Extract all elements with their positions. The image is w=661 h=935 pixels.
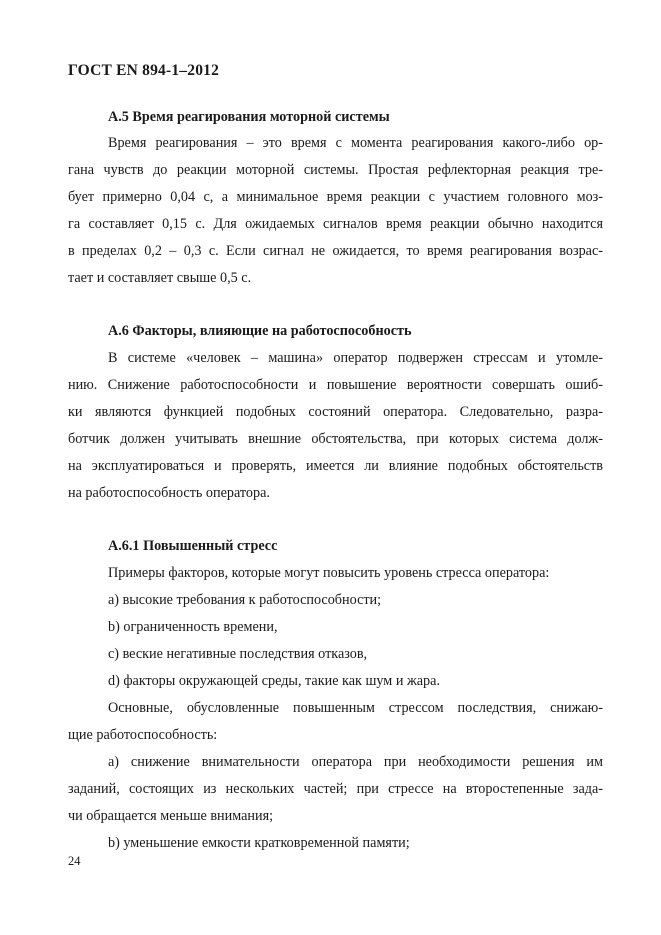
list-item: а) высокие требования к работоспособности; bbox=[108, 592, 382, 608]
paragraph-line: гана чувств до реакции моторной системы. Простая рефлекторная реакция тре- bbox=[68, 162, 603, 178]
paragraph-line: Основные, обусловленные повышенным стрессом последствия, снижаю- bbox=[108, 700, 603, 716]
paragraph-line: Время реагирования – это время с момента реагирования какого-либо ор- bbox=[108, 135, 603, 151]
section-a61-heading: А.6.1 Повышенный стресс bbox=[108, 538, 278, 554]
paragraph-line: щие работоспособность: bbox=[68, 727, 218, 743]
page-number: 24 bbox=[68, 854, 81, 868]
list-item: а) снижение внимательности оператора при необходимости решения им bbox=[108, 754, 603, 770]
paragraph-line: на работоспособность оператора. bbox=[68, 485, 270, 501]
list-item: b) ограниченность времени, bbox=[108, 619, 278, 635]
paragraph-line: ки являются функцией подобных состояний оператора. Следовательно, разра- bbox=[68, 404, 603, 420]
paragraph-line: тает и составляет свыше 0,5 с. bbox=[68, 270, 252, 286]
paragraph-line: в пределах 0,2 – 0,3 с. Если сигнал не ожидается, то время реагирования возрас- bbox=[68, 243, 603, 259]
list-item: b) уменьшение емкости кратковременной памяти; bbox=[108, 835, 410, 851]
section-a5-heading: А.5 Время реагирования моторной системы bbox=[108, 109, 390, 125]
document-header: ГОСТ EN 894-1–2012 bbox=[68, 62, 220, 79]
paragraph-line: нию. Снижение работоспособности и повышение вероятности совершать ошиб- bbox=[68, 377, 603, 393]
section-a6-heading: А.6 Факторы, влияющие на работоспособность bbox=[108, 323, 412, 339]
list-item: с) веские негативные последствия отказов, bbox=[108, 646, 368, 662]
paragraph-line: на эксплуатироваться и проверять, имеется ли влияние подобных обстоятельств bbox=[68, 458, 603, 474]
paragraph-line: заданий, состоящих из нескольких частей; при стрессе на второстепенные зада- bbox=[68, 781, 603, 797]
paragraph-line: чи обращается меньше внимания; bbox=[68, 808, 274, 824]
list-item: d) факторы окружающей среды, такие как шум и жара. bbox=[108, 673, 440, 689]
paragraph-line: бует примерно 0,04 с, а минимальное время реакции с участием головного моз- bbox=[68, 189, 603, 205]
paragraph-line: Примеры факторов, которые могут повысить уровень стресса оператора: bbox=[108, 565, 550, 581]
paragraph-line: га составляет 0,15 с. Для ожидаемых сигналов время реакции обычно находится bbox=[68, 216, 603, 232]
paragraph-line: В системе «человек – машина» оператор подвержен стрессам и утомле- bbox=[108, 350, 603, 366]
paragraph-line: ботчик должен учитывать внешние обстоятельства, при которых система долж- bbox=[68, 431, 603, 447]
